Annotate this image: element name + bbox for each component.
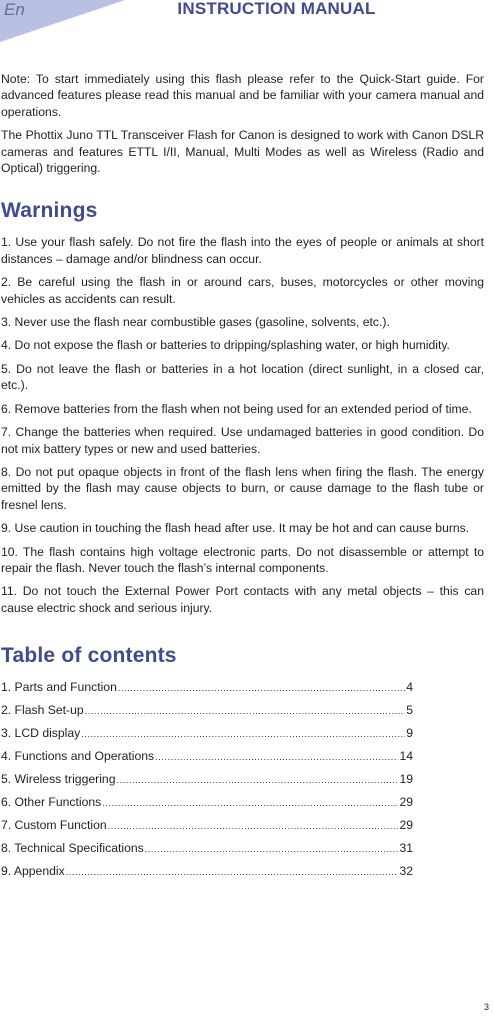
toc-entry-page: 9	[406, 726, 413, 741]
toc-entry-page: 14	[399, 749, 413, 764]
toc-leader-dots	[155, 752, 398, 762]
intro-note: Note: To start immediately using this flash please refer to the Quick-Start guide. For advanced features please read this manual and be familiar with your camera manual and operations.	[1, 72, 484, 119]
toc-leader-dots	[108, 821, 399, 831]
toc-entry[interactable]	[1, 864, 413, 887]
warning-item: 11. Do not touch the External Power Port contacts with any metal objects – this can cause electric shock and serious injury.	[1, 584, 484, 615]
toc-entry-page: 32	[399, 864, 413, 879]
toc-leader-dots	[116, 775, 398, 785]
page-number: 3	[483, 1002, 489, 1012]
toc-leader-dots	[145, 844, 399, 854]
toc-entry[interactable]	[1, 726, 413, 749]
warning-item: 9. Use caution in touching the flash head after use. It may be hot and can cause burns.	[1, 521, 470, 536]
page-header-title: INSTRUCTION MANUAL	[177, 0, 376, 18]
warning-item: 6. Remove batteries from the flash when not being used for an extended period of time.	[1, 401, 472, 416]
toc-entry-title: 8. Technical Specifications	[1, 841, 144, 856]
page-content	[1, 71, 484, 887]
toc-entry-title: 5. Wireless triggering	[1, 772, 116, 787]
language-label: En	[4, 0, 25, 19]
toc-entry[interactable]	[1, 703, 413, 726]
toc-entry-page: 19	[399, 772, 413, 787]
toc-list	[1, 680, 484, 887]
toc-entry[interactable]	[1, 841, 413, 864]
toc-entry[interactable]	[1, 680, 413, 703]
toc-leader-dots	[81, 729, 405, 739]
toc-entry-title: 2. Flash Set-up	[1, 703, 84, 718]
warnings-heading: Warnings	[1, 199, 98, 223]
warning-item: 5. Do not leave the flash or batteries in a hot location (direct sunlight, in a closed car, etc.).	[1, 361, 484, 393]
warning-item: 1. Use your flash safely. Do not fire the flash into the eyes of people or animals at short distances – damage and/or blindness can occur.	[1, 235, 484, 266]
toc-entry[interactable]	[1, 749, 413, 772]
toc-entry-title: 9. Appendix	[1, 864, 65, 879]
toc-heading: Table of contents	[1, 644, 177, 668]
toc-leader-dots	[102, 798, 398, 808]
warning-item: 10. The flash contains high voltage electronic parts. Do not disassemble or attempt to repair the flash. Never touch the flash’s internal components.	[1, 544, 484, 575]
toc-entry-page: 29	[399, 818, 413, 833]
toc-leader-dots	[118, 683, 405, 693]
warning-item: 8. Do not put opaque objects in front of the flash lens when firing the flash. The energy emitted by the flash may cause objects to burn, or cause damage to the flash tube or fresnel lens.	[1, 464, 484, 512]
intro-description: The Phottix Juno TTL Transceiver Flash for Canon is designed to work with Canon DSLR cameras and features ETTL I/II, Manual, Multi Modes as well as Wireless (Radio and Optical) triggering.	[1, 128, 484, 176]
warning-item: 7. Change the batteries when required. Use undamaged batteries in good condition. Do not mix battery types or new and used batteries.	[1, 425, 484, 456]
toc-entry-title: 3. LCD display	[1, 726, 81, 741]
toc-entry-page: 29	[399, 795, 413, 810]
toc-entry[interactable]	[1, 818, 413, 841]
toc-entry-page: 4	[406, 680, 413, 695]
warning-item: 2. Be careful using the flash in or around cars, buses, motorcycles or other moving vehicles as accidents can result.	[1, 275, 484, 306]
warnings-list	[1, 234, 484, 616]
toc-entry-page: 5	[406, 703, 413, 718]
toc-entry-title: 7. Custom Function	[1, 818, 107, 833]
toc-entry-page: 31	[399, 841, 413, 856]
warning-item: 4. Do not expose the flash or batteries to dripping/splashing water, or high humidity.	[1, 338, 450, 353]
toc-entry[interactable]	[1, 772, 413, 795]
toc-entry-title: 1. Parts and Function	[1, 680, 117, 695]
warning-item: 3. Never use the flash near combustible gases (gasoline, solvents, etc.).	[1, 315, 390, 330]
toc-leader-dots	[66, 867, 399, 877]
toc-leader-dots	[85, 706, 406, 716]
toc-entry[interactable]	[1, 795, 413, 818]
toc-entry-title: 4. Functions and Operations	[1, 749, 155, 764]
toc-entry-title: 6. Other Functions	[1, 795, 102, 810]
